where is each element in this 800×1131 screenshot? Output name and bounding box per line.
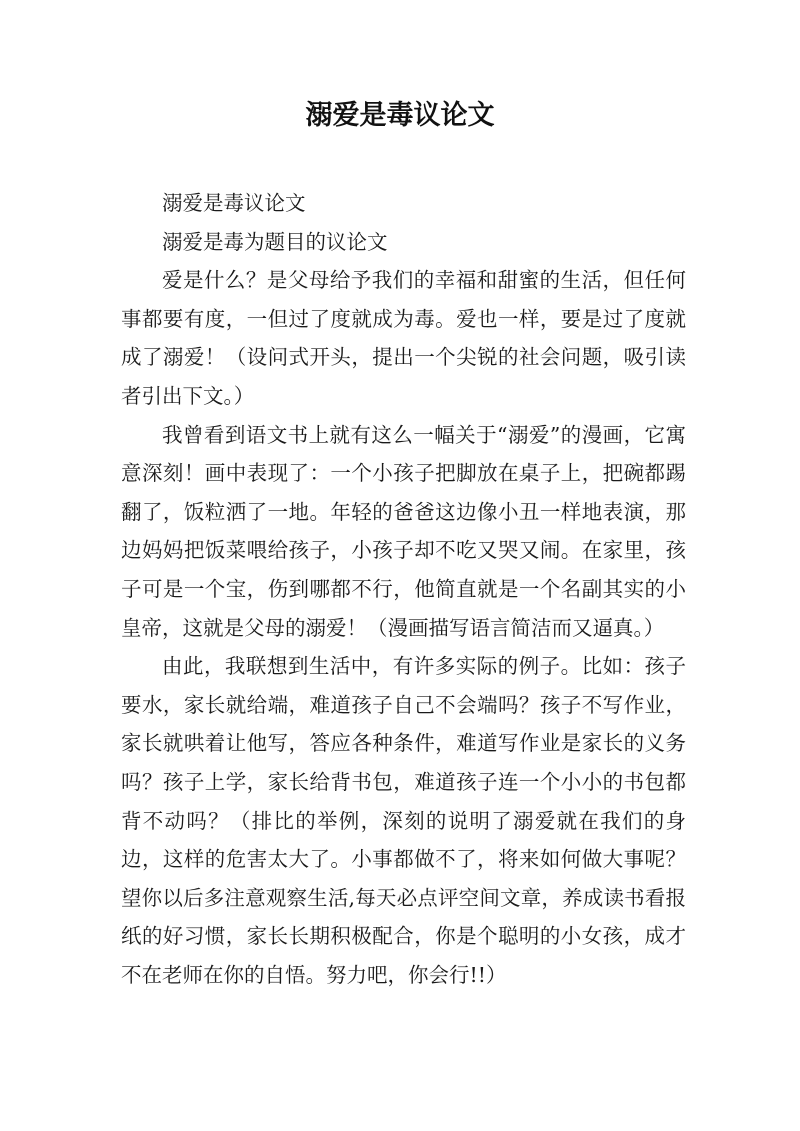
- document-title: 溺爱是毒议论文: [305, 100, 495, 131]
- paragraph-1: 溺爱是毒议论文: [162, 191, 306, 215]
- paragraph-4: 我曾看到语文书上就有这么一幅关于“溺爱”的漫画，它寓意深刻！画中表现了：一个小孩子把脚放在桌子上，把碗都踢翻了，饭粒洒了一地。年轻的爸爸这边像小丑一样地表演，那边妈妈把饭菜喂给孩子，小孩子却不吃又哭又闹。在家里，孩子可是一个宝，伤到哪都不行，他简直就是一个名副其实的小皇帝，这就是父母的溺爱！（漫画描写语言简洁而又逼真。）: [121, 422, 686, 640]
- paragraph-3: 爱是什么？是父母给予我们的幸福和甜蜜的生活，但任何事都要有度，一但过了度就成为毒。爱也一样，要是过了度就成了溺爱！（设问式开头，提出一个尖锐的社会问题，吸引读者引出下文。）: [121, 268, 686, 408]
- paragraph-2: 溺爱是毒为题目的议论文: [162, 229, 388, 254]
- paragraph-5: 由此，我联想到生活中，有许多实际的例子。比如：孩子要水，家长就给端，难道孩子自己不会端吗？孩子不写作业，家长就哄着让他写，答应各种条件，难道写作业是家长的义务吗？孩子上学，家长给背书包，难道孩子连一个小小的书包都背不动吗？（排比的举例，深刻的说明了溺爱就在我们的身边，这样的危害太大了。小事都做不了，将来如何做大事呢？望你以后多注意观察生活,每天必点评空间文章，养成读书看报纸的好习惯，家长长期积极配合，你是个聪明的小女孩，成才不在老师在你的自悟。努力吧，你会行!!）: [121, 654, 686, 987]
- document-body: [121, 184, 686, 994]
